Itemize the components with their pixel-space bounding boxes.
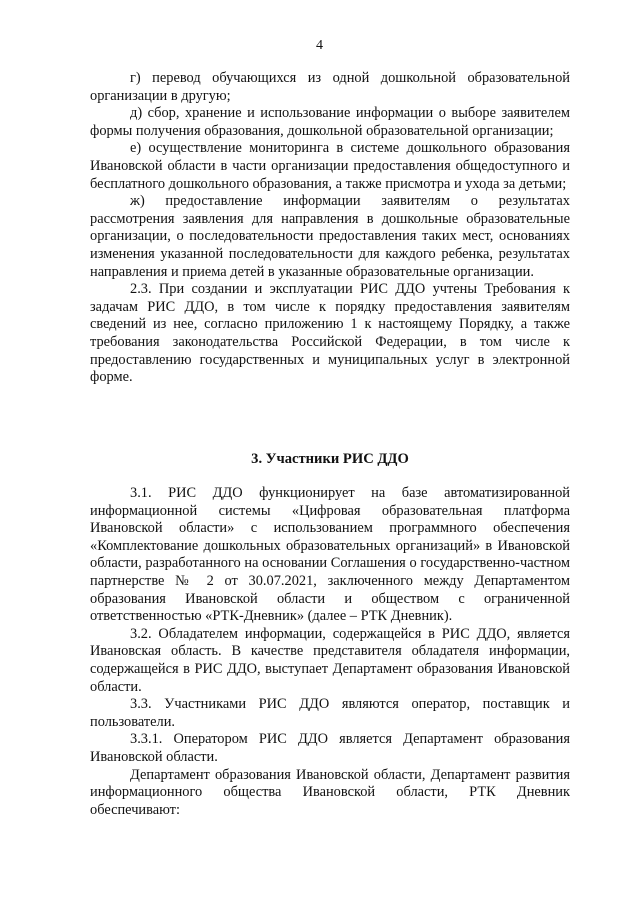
paragraph-3-1: 3.1. РИС ДДО функционирует на базе автоматизированной информационной системы «Цифровая образовательная платформа Ивановской области» с использованием программного обеспечения «Комплектование дошкольных образовательных организаций» в Ивановской области, разработанного на основании Соглашения о государственно-частном партнерстве № 2 от 30.07.2021, заключенного между Департаментом образования Ивановской области и обществом с ограниченной ответственностью «РТК-Дневник» (далее – РТК Дневник). [90,485,570,625]
paragraph-item-g: г) перевод обучающихся из одной дошкольной образовательной организации в другую; [90,70,570,104]
paragraphs-before-heading [90,70,570,387]
paragraph-2-3: 2.3. При создании и эксплуатации РИС ДДО учтены Требования к задачам РИС ДДО, в том числе к порядку предоставления заявителям сведений из нее, согласно приложению 1 к настоящему Порядку, а также требования законодательства Российской Федерации, в том числе к предоставлению государственных и муниципальных услуг в электронной форме. [90,281,570,386]
paragraph-item-d: д) сбор, хранение и использование информации о выборе заявителем формы получения образования, дошкольной образовательной организации; [90,105,570,139]
page-number: 4 [316,38,323,53]
paragraph-item-e: е) осуществление мониторинга в системе дошкольного образования Ивановской области в части организации предоставления общедоступного и бесплатного дошкольного образования, а также присмотра и ухода за детьми; [90,140,570,192]
paragraph-departments: Департамент образования Ивановской области, Департамент развития информационного общества Ивановской области, РТК Дневник обеспечивают: [90,766,570,818]
paragraph-3-3-1: 3.3.1. Оператором РИС ДДО является Департамент образования Ивановской области. [90,731,570,765]
paragraph-item-zh: ж) предоставление информации заявителям о результатах рассмотрения заявления для направления в дошкольные образовательные организации, о последовательности предоставления таких мест, основаниях изменения указанной последовательности для каждого ребенка, результатах направления и приема детей в указанные образовательные организации. [90,193,570,280]
section-heading: 3. Участники РИС ДДО [251,451,409,467]
paragraph-3-3: 3.3. Участниками РИС ДДО являются оператор, поставщик и пользователи. [90,696,570,730]
paragraphs-after-heading [90,485,570,819]
paragraph-3-2: 3.2. Обладателем информации, содержащейся в РИС ДДО, является Ивановская область. В качестве представителя обладателя информации, содержащейся в РИС ДДО, выступает Департамент образования Ивановской области. [90,625,570,695]
